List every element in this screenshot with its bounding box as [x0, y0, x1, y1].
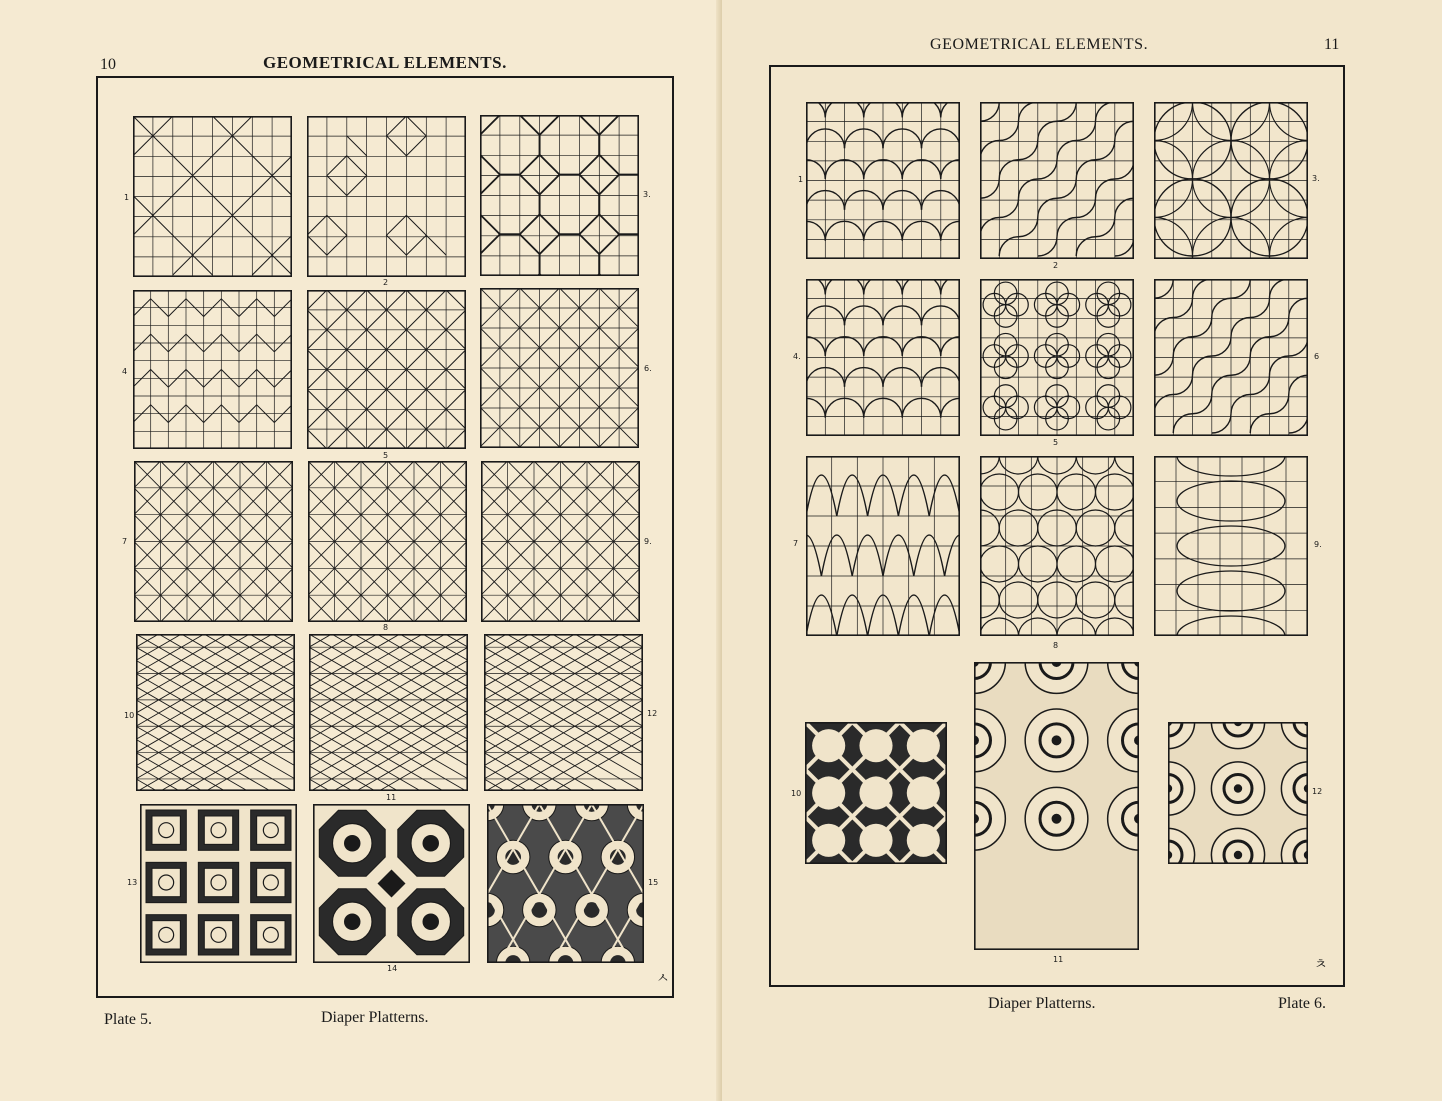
pattern-label-r11: 11: [1053, 955, 1064, 964]
left-page-number: 10: [100, 56, 116, 73]
plate-5-pattern-11: [309, 634, 468, 791]
pattern-label-15: 15: [648, 878, 659, 887]
plate-5-pattern-4: [133, 290, 292, 449]
plate-5-pattern-15: [487, 804, 644, 963]
pattern-label-6: 6.: [644, 364, 652, 373]
right-page: [722, 0, 1442, 1101]
plate-6-pattern-9: [1154, 456, 1308, 636]
plate-6-pattern-7: [806, 456, 960, 636]
plate-5-pattern-14: [313, 804, 470, 963]
pattern-label-9: 9.: [644, 537, 652, 546]
pattern-label-5: 5: [383, 451, 389, 460]
plate-6-pattern-4: [806, 279, 960, 436]
pattern-label-3: 3.: [643, 190, 651, 199]
plate-5-pattern-9: [481, 461, 640, 622]
pattern-label-2: 2: [383, 278, 389, 287]
plate-6-pattern-11: [974, 662, 1139, 950]
pattern-label-12: 12: [647, 709, 658, 718]
pattern-label-r3: 3.: [1312, 174, 1320, 183]
plate-6-pattern-3: [1154, 102, 1308, 259]
pattern-label-r6: 6: [1314, 352, 1320, 361]
pattern-label-r7: 7: [793, 539, 799, 548]
plate-5-pattern-3: [480, 115, 639, 276]
plate-5-pattern-6: [480, 288, 639, 448]
plate-5-pattern-13: [140, 804, 297, 963]
pattern-label-r2: 2: [1053, 261, 1059, 270]
plate-5-caption: Diaper Platterns.: [321, 1009, 429, 1026]
plate-6-pattern-12: [1168, 722, 1308, 864]
pattern-label-14: 14: [387, 964, 398, 973]
right-page-header: GEOMETRICAL ELEMENTS.: [930, 36, 1149, 53]
plate-5-pattern-7: [134, 461, 293, 622]
plate-5-pattern-12: [484, 634, 643, 791]
pattern-label-r5: 5: [1053, 438, 1059, 447]
plate-5-pattern-1: [133, 116, 292, 277]
plate-5-pattern-5: [307, 290, 466, 449]
plate-6-signature-mark: ㅊ: [1314, 958, 1328, 973]
plate-6-pattern-6: [1154, 279, 1308, 436]
plate-5-pattern-10: [136, 634, 295, 791]
plate-6-pattern-2: [980, 102, 1134, 259]
pattern-label-8: 8: [383, 623, 389, 632]
pattern-label-r8: 8: [1053, 641, 1059, 650]
pattern-label-r4: 4.: [793, 352, 801, 361]
pattern-label-4: 4: [122, 367, 128, 376]
pattern-label-13: 13: [127, 878, 138, 887]
pattern-label-r12: 12: [1312, 787, 1323, 796]
plate-6-caption: Diaper Platterns.: [988, 995, 1096, 1012]
pattern-label-1: 1: [124, 193, 130, 202]
pattern-label-r1: 1: [798, 175, 804, 184]
plate-5-label: Plate 5.: [104, 1011, 152, 1028]
plate-6-pattern-5: [980, 279, 1134, 436]
plate-6-pattern-1: [806, 102, 960, 259]
left-page-header: GEOMETRICAL ELEMENTS.: [263, 53, 507, 72]
plate-5-pattern-8: [308, 461, 467, 622]
plate-6-pattern-10: [805, 722, 947, 864]
pattern-label-11: 11: [386, 793, 397, 802]
pattern-label-r10: 10: [791, 789, 802, 798]
plate-5-pattern-2: [307, 116, 466, 277]
right-page-number: 11: [1324, 36, 1340, 53]
plate-6-pattern-8: [980, 456, 1134, 636]
plate-6-label: Plate 6.: [1278, 995, 1326, 1012]
plate-5-signature-mark: ㅅ: [656, 972, 670, 987]
pattern-label-7: 7: [122, 537, 128, 546]
pattern-label-10: 10: [124, 711, 135, 720]
pattern-label-r9: 9.: [1314, 540, 1322, 549]
